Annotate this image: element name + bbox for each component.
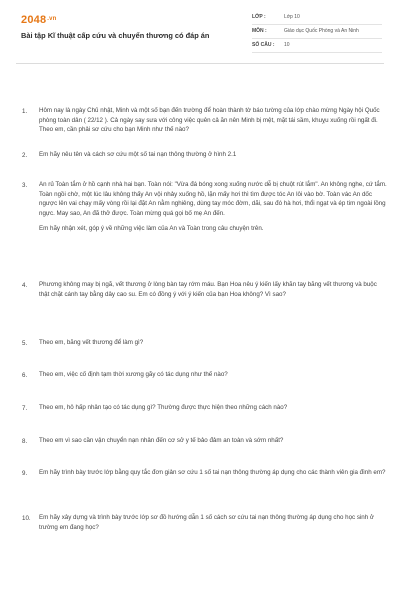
question-number: 4.	[22, 282, 28, 289]
page-title: Bài tập Kĩ thuật cấp cứu và chuyển thương có đáp án	[21, 31, 210, 40]
question-text	[39, 106, 387, 135]
question-number: 2.	[22, 152, 28, 159]
question-paragraph: Em hãy nêu tên và cách sơ cứu một số tai nạn thông thường ở hình 2.1	[39, 151, 237, 158]
question-text	[39, 180, 387, 234]
question-number: 3.	[22, 182, 28, 189]
question-number: 1.	[22, 108, 28, 115]
question-number: 8.	[22, 438, 28, 445]
question-number: 5.	[22, 340, 28, 347]
question-paragraph: Phương không may bị ngã, vết thương ở lòng bàn tay rớm máu. Bạn Hoa nêu ý kiến lấy khăn tay băng vết thương và buộc thật chặt cánh tay bằng dây cao su. Em có đồng ý với ý kiến của bạn Hoa không? Vì sao?	[39, 281, 377, 298]
meta-value: Giáo dục Quốc Phòng và An Ninh	[284, 28, 359, 34]
question-text	[39, 370, 387, 380]
question-number: 10.	[22, 515, 31, 522]
question-text	[39, 468, 387, 478]
question-paragraph: Theo em, băng vết thương để làm gì?	[39, 339, 144, 346]
meta-value: Lớp 10	[284, 14, 300, 20]
question-text	[39, 338, 387, 348]
question-number: 9.	[22, 470, 28, 477]
question-number: 6.	[22, 372, 28, 379]
question-text	[39, 280, 387, 299]
question-paragraph: Theo em, hô hấp nhân tạo có tác dụng gì? Thường được thực hiện theo những cách nào?	[39, 404, 288, 411]
question-paragraph: Theo em, việc cố định tạm thời xương gãy có tác dụng như thế nào?	[39, 371, 228, 378]
question-text	[39, 513, 387, 532]
question-text	[39, 403, 387, 413]
question-paragraph: Em hãy trình bày trước lớp bằng quy tắc đơn giản sơ cứu 1 số tai nạn thông thường áp dụng cho các thành viên gia đình em?	[39, 469, 386, 476]
question-text	[39, 150, 387, 160]
question-paragraph: Em hãy nhận xét, góp ý về những việc làm của An và Toàn trong câu chuyện trên.	[39, 225, 264, 233]
logo-suffix: .vn	[47, 16, 57, 22]
meta-key: LỚP :	[252, 14, 266, 20]
question-paragraph: Em hãy xây dựng và trình bày trước lớp sơ đồ hướng dẫn 1 số cách sơ cứu tai nạn thông thường áp dụng cho học sinh ở trường em đang học?	[39, 514, 374, 531]
meta-value: 10	[284, 42, 290, 48]
question-paragraph: Theo em vì sao cần vận chuyển nạn nhân đến cơ sở y tế bảo đảm an toàn và sớm nhất?	[39, 437, 284, 444]
meta-key: SỐ CÂU :	[252, 42, 275, 48]
logo-number: 2048	[21, 14, 47, 26]
question-number: 7.	[22, 405, 28, 412]
question-paragraph: Hôm nay là ngày Chủ nhật, Minh và một số bạn đến trường để hoàn thành tờ báo tường của lớp chào mừng Ngày hội Quốc phòng toàn dân ( 22/12 ). Cả ngày say sưa với công việc quên cả ăn nên Minh bị mệt, mặt tái sầm, khuỵu xuống rồi ngất đi. Theo em, cần phải sơ cứu cho bạn Minh như thế nào?	[39, 107, 380, 134]
question-text	[39, 436, 387, 446]
meta-key: MÔN :	[252, 28, 267, 34]
question-paragraph: An rủ Toàn tắm ở hồ cạnh nhà hai bạn. Toàn nói: "Vừa đá bóng xong xuống nước dễ bị chuột rút lắm". An không nghe, cứ tắm. Toàn ngồi chờ, một lúc lâu không thấy An vội nhảy xuống hồ, lặn mấy hơi thì tìm được tóc An lôi vào bờ. Toàn vác An dốc ngược lên vai chạy mấy vòng rồi lại đặt An nằm nghiêng, dùng tay móc đờm, dãi, sau đó hà hơi, thổi ngạt và ép tim ngoài lồng ngực. May sao, An đã thở được. Toàn mừng quá gọi bố mẹ An đến.	[39, 181, 387, 217]
